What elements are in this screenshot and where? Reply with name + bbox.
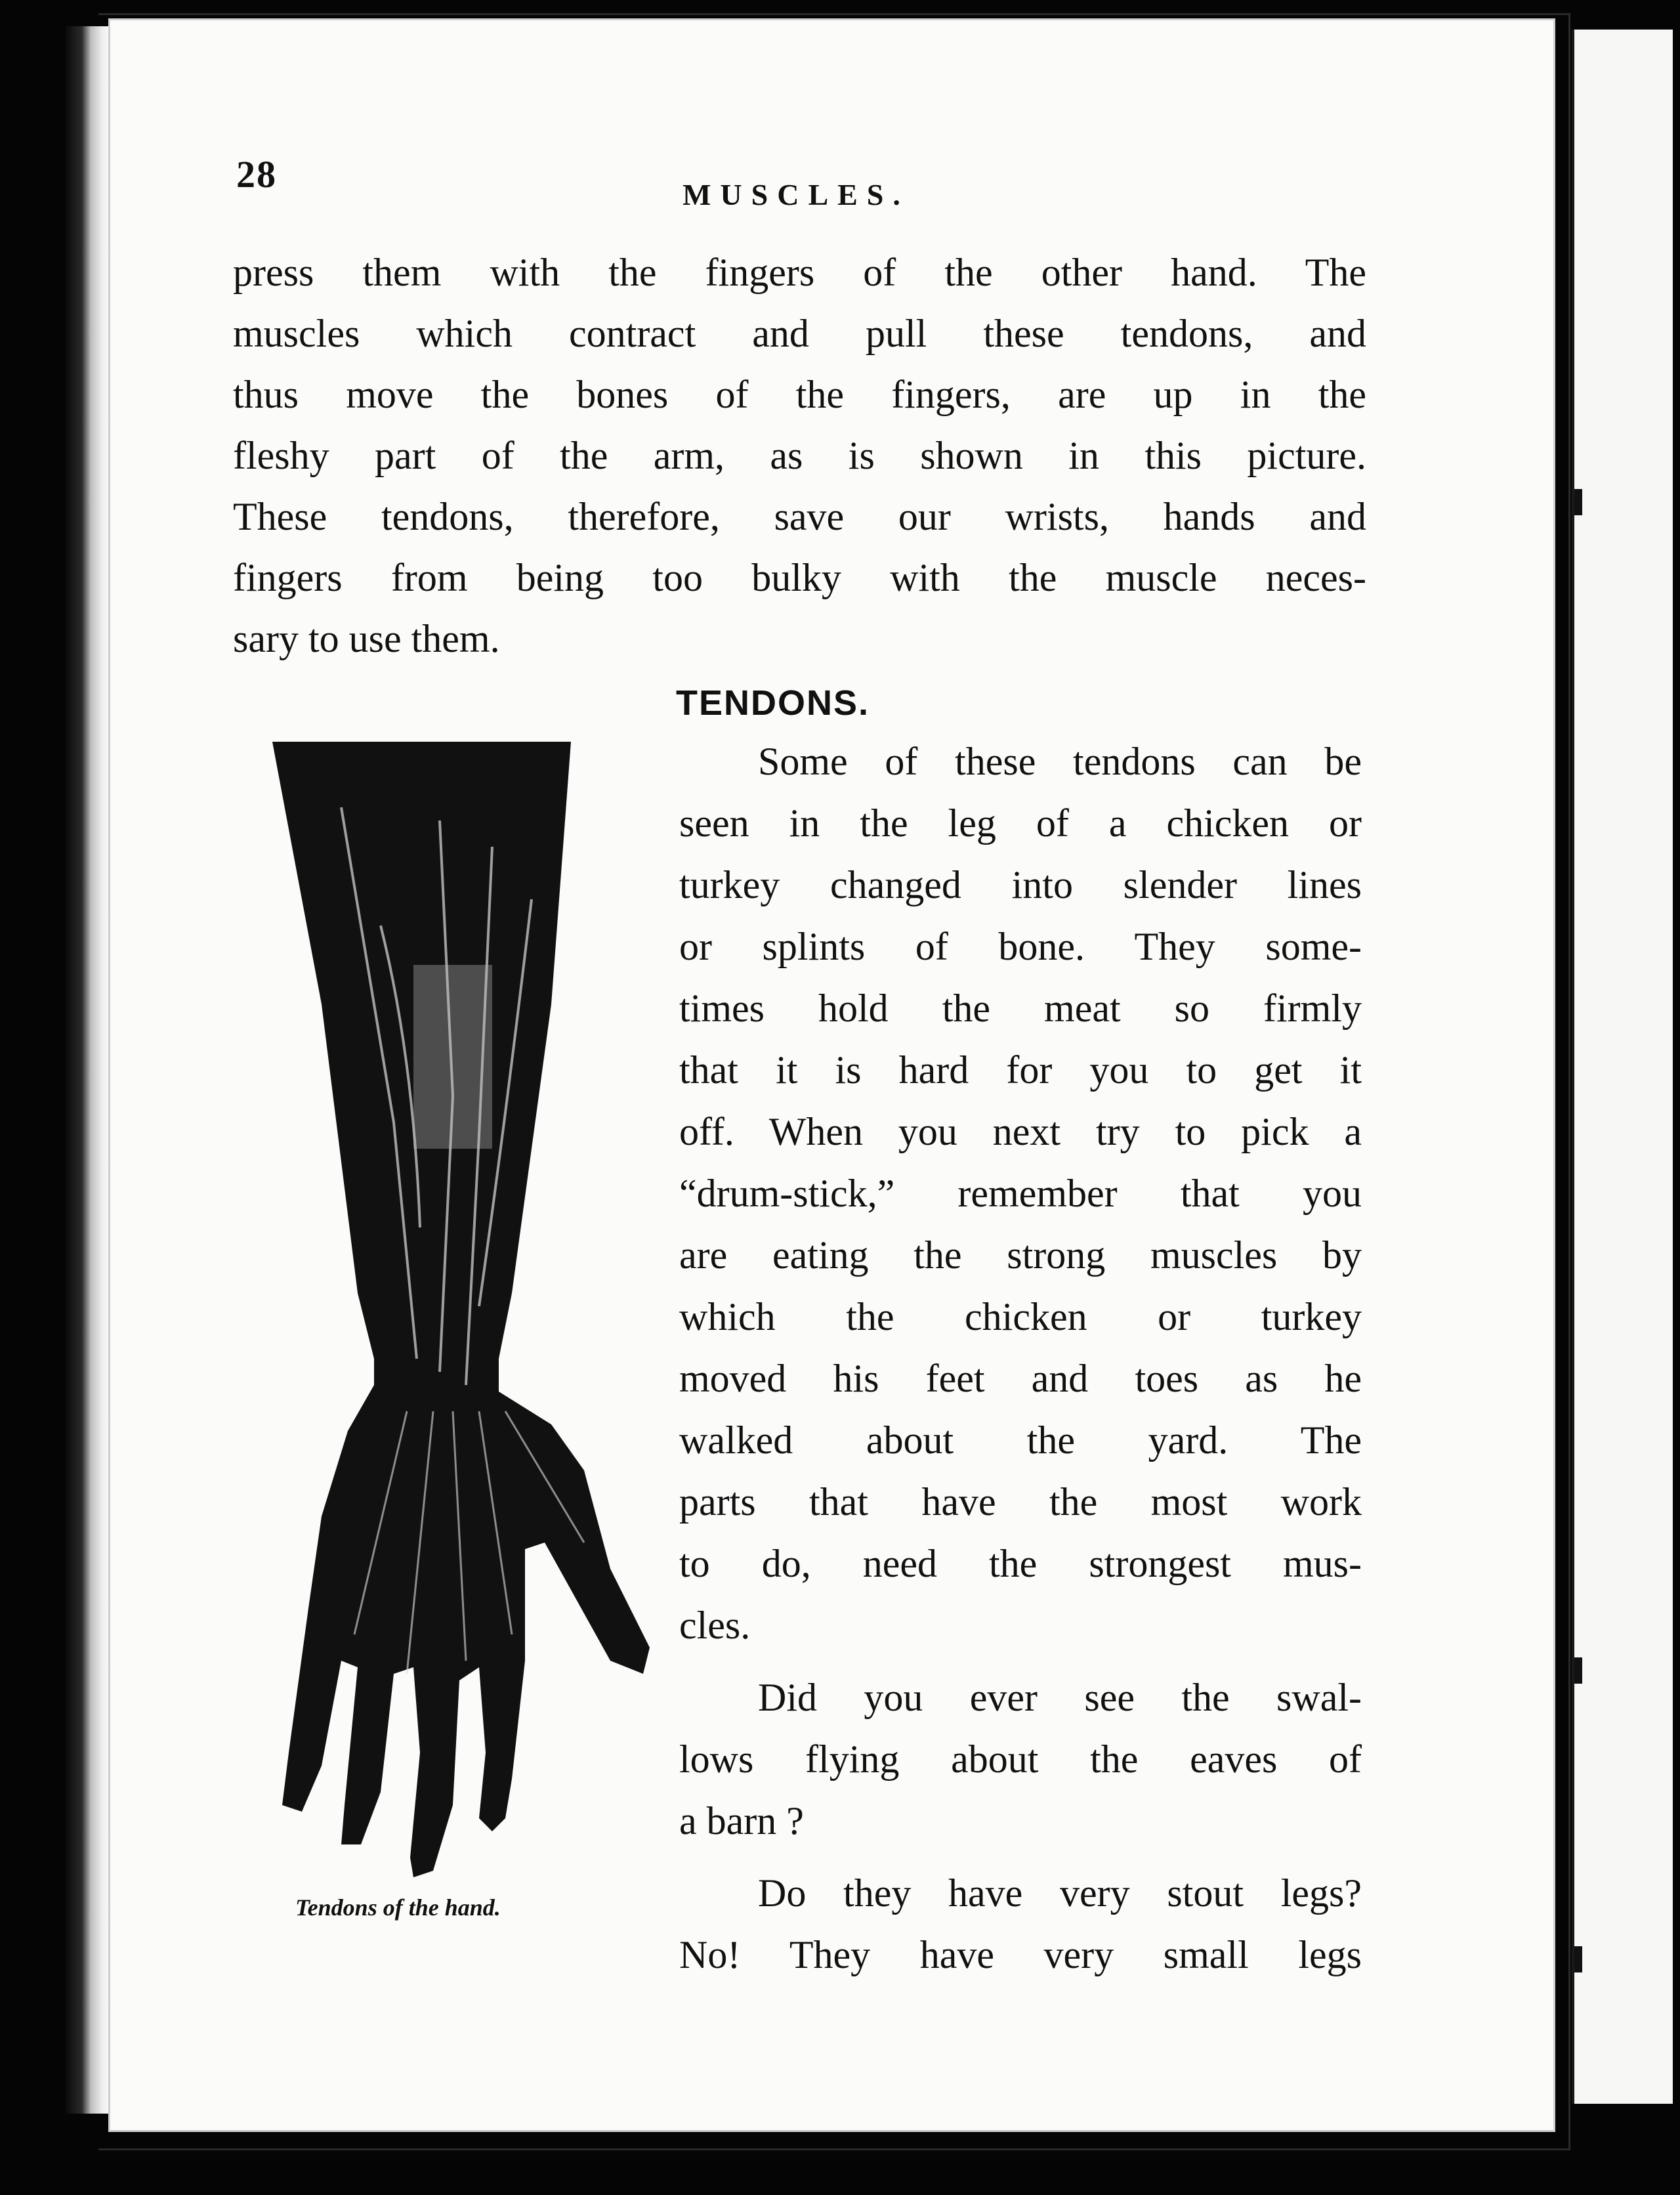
body-line: times hold the meat so firmly <box>679 987 1362 1030</box>
intro-line: muscles which contract and pull these tendons, and <box>233 312 1366 355</box>
intro-line: thus move the bones of the fingers, are up in the <box>233 373 1366 416</box>
adjacent-page-edge <box>1572 30 1673 2104</box>
intro-line: fleshy part of the arm, as is shown in this picture. <box>233 434 1366 477</box>
page-number: 28 <box>236 153 277 196</box>
body-line: seen in the leg of a chicken or <box>679 801 1362 845</box>
running-head: MUSCLES. <box>682 178 910 211</box>
body-line: to do, need the strongest mus- <box>679 1542 1362 1585</box>
book-binding-edge <box>66 26 112 2114</box>
intro-line: These tendons, therefore, save our wrists, hands and <box>233 495 1366 538</box>
body-line: moved his feet and toes as he <box>679 1357 1362 1400</box>
body-line: turkey changed into slender lines <box>679 863 1362 906</box>
body-line: No! They have very small legs <box>679 1933 1362 1976</box>
body-line: Some of these tendons can be <box>758 740 1362 783</box>
body-line: parts that have the most work <box>679 1480 1362 1524</box>
section-heading: TENDONS. <box>676 683 870 723</box>
body-line: are eating the strong muscles by <box>679 1233 1362 1277</box>
body-line: which the chicken or turkey <box>679 1295 1362 1338</box>
intro-line: press them with the fingers of the other hand. The <box>233 251 1366 294</box>
body-line: walked about the yard. The <box>679 1418 1362 1462</box>
hand-tendons-illustration <box>243 729 650 1884</box>
body-line: off. When you next try to pick a <box>679 1110 1362 1153</box>
body-line: or splints of bone. They some- <box>679 925 1362 968</box>
body-line: Do they have very stout legs? <box>758 1871 1362 1915</box>
body-line: cles. <box>679 1604 751 1647</box>
body-line: Did you ever see the swal- <box>758 1676 1362 1719</box>
body-line: “drum-stick,” remember that you <box>679 1172 1362 1215</box>
intro-line: fingers from being too bulky with the muscle neces- <box>233 556 1366 599</box>
hand-tendons-icon <box>243 729 650 1884</box>
body-line: that it is hard for you to get it <box>679 1048 1362 1092</box>
body-line: a barn ? <box>679 1799 804 1843</box>
intro-line: sary to use them. <box>233 617 500 660</box>
body-line: lows flying about the eaves of <box>679 1737 1362 1781</box>
figure-caption: Tendons of the hand. <box>295 1894 501 1921</box>
